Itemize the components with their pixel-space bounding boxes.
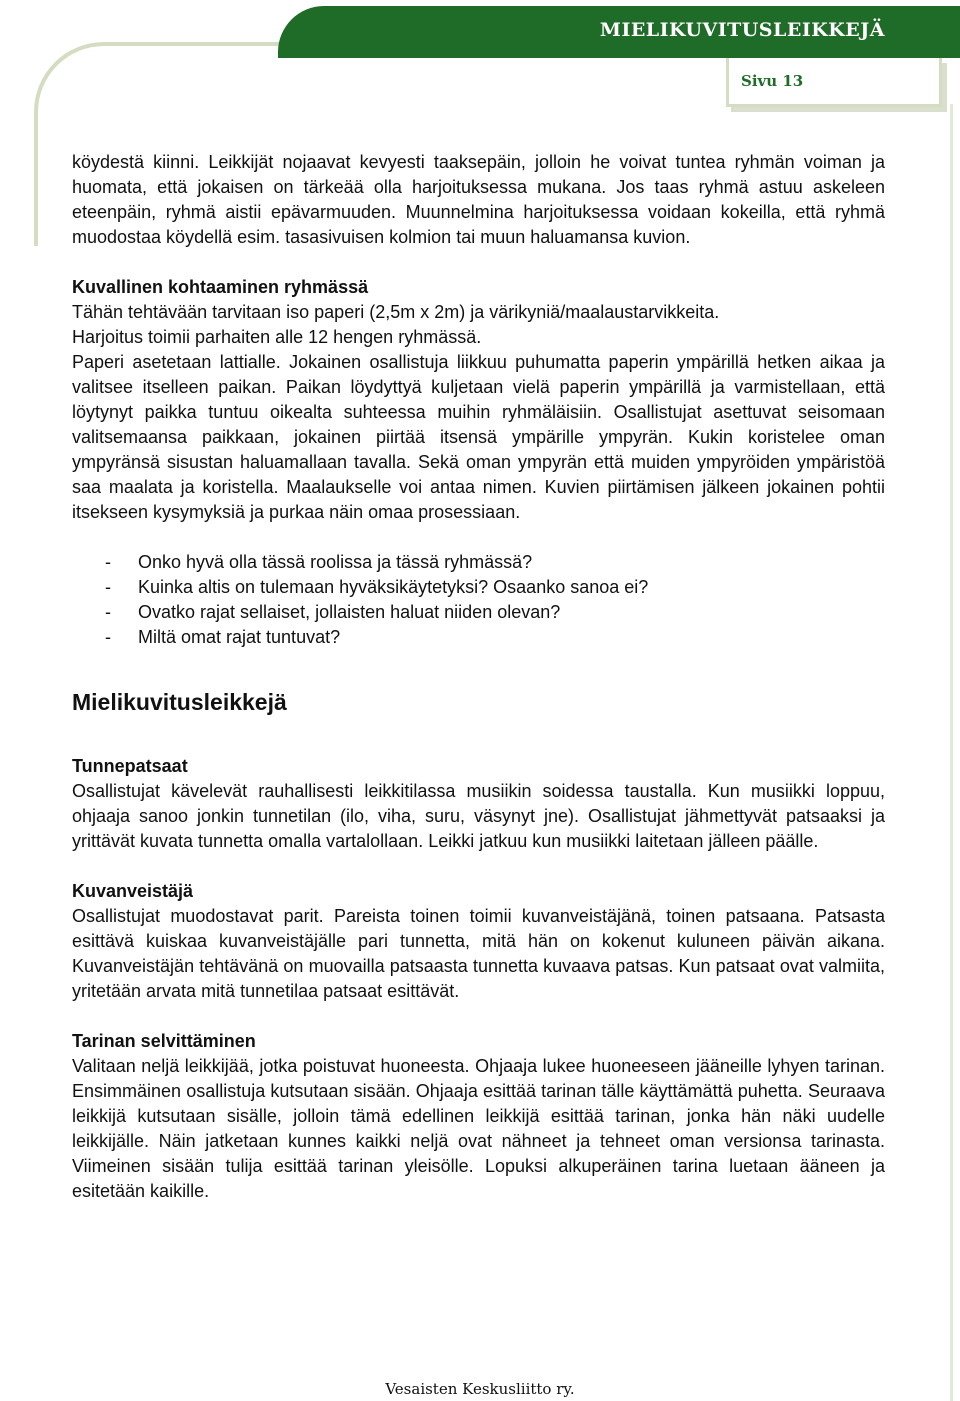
- page-number: Sivu 13: [741, 72, 804, 90]
- list-item: - Onko hyvä olla tässä roolissa ja tässä ryhmässä?: [105, 552, 533, 572]
- kuvallinen-p2: Harjoitus toimii parhaiten alle 12 hengen ryhmässä.: [72, 327, 482, 347]
- tarinan-heading: Tarinan selvittäminen: [72, 1031, 256, 1051]
- footer-organization: Vesaisten Keskusliitto ry.: [385, 1380, 575, 1398]
- document-body: [72, 150, 885, 1204]
- question-list: [72, 550, 885, 650]
- section-title: Mielikuvitusleikkejä: [72, 689, 287, 715]
- tunnepatsaat-text: Osallistujat kävelevät rauhallisesti leikkitilassa musiikin soidessa taustalla. Kun musiikki loppuu, ohjaaja sanoo jonkin tunnetilan (ilo, viha, suru, väsynyt jne). Osallistujat jähmettyvät patsaaksi ja yrittävät kuvata tunnetta omalla vartalollaan. Leikki jatkuu kun musiikki laitetaan jälleen päälle.: [72, 781, 885, 851]
- kuvallinen-heading: Kuvallinen kohtaaminen ryhmässä: [72, 277, 369, 297]
- list-item: - Kuinka altis on tulemaan hyväksikäytetyksi? Osaanko sanoa ei?: [105, 577, 649, 597]
- tarinan-text: Valitaan neljä leikkijää, jotka poistuvat huoneesta. Ohjaaja lukee huoneeseen jääneille lyhyen tarinan. Ensimmäinen osallistuja kutsutaan sisään. Ohjaaja esittää tarinan tälle käyttämättä puhetta. Seuraava leikkijä kutsutaan sisälle, jolloin tämä edellinen leikkijä esittää tarinan, jonka hän näki uudelle leikkijälle. Näin jatketaan kunnes kaikki neljä ovat nähneet ja tehneet oman versionsa tarinasta. Viimeinen sisään tulija esittää tarinan yleisölle. Lopuksi alkuperäinen tarina luetaan ääneen ja esitetään kaikille.: [72, 1056, 885, 1201]
- list-item: - Ovatko rajat sellaiset, jollaisten haluat niiden olevan?: [105, 602, 561, 622]
- list-item: - Miltä omat rajat tuntuvat?: [105, 627, 341, 647]
- kuvanveistaja-heading: Kuvanveistäjä: [72, 881, 194, 901]
- kuvallinen-p3: Paperi asetetaan lattialle. Jokainen osallistuja liikkuu puhumatta paperin ympärillä hetken aikaa ja valitsee itselleen paikan. Paikan löydyttyä kuljetaan vielä paperin ympärillä ja varmistellaan, että löytynyt paikka tuntuu oikealta suhteessa muihin ryhmäläisiin. Osallistujat asettuvat seisomaan valitsemaansa paikkaan, jokainen piirtää itsensä ympärille ympyrän. Kukin koristelee oman ympyränsä sisustan haluamallaan tavalla. Sekä oman ympyrän että muiden ympyröiden ympäristöä saa maalata ja koristella. Maalaukselle voi antaa nimen. Kuvien piirtämisen jälkeen jokainen pohtii itsekseen kysymyksiä ja purkaa näin omaa prosessiaan.: [72, 352, 885, 522]
- kuvallinen-p1: Tähän tehtävään tarvitaan iso paperi (2,5m x 2m) ja värikyniä/maalaustarvikkeita.: [72, 302, 720, 322]
- tunnepatsaat-heading: Tunnepatsaat: [72, 756, 188, 776]
- kuvanveistaja-text: Osallistujat muodostavat parit. Pareista toinen toimii kuvanveistäjänä, toinen patsaana. Patsasta esittävä kuiskaa kuvanveistäjälle pari tunnetta, mitä hän on kokenut kuluneen päivän aikana. Kuvanveistäjän tehtävänä on muovailla patsaasta tunnetta kuvaava patsas. Kun patsaat ovat valmiita, yritetään arvata mitä tunnetilaa patsaat esittävät.: [72, 906, 885, 1001]
- page-number-box: [726, 58, 942, 107]
- right-edge-line: [950, 104, 953, 1401]
- header-title: MIELIKUVITUSLEIKKEJÄ: [599, 19, 885, 41]
- intro-paragraph: köydestä kiinni. Leikkijät nojaavat kevyesti taaksepäin, jolloin he voivat tuntea ryhmän voiman ja huomata, että jokaisen on tärkeää olla harjoituksessa mukana. Jos taas ryhmä astuu askeleen eteenpäin, ryhmä aistii epävarmuuden. Muunnelmina harjoituksessa voidaan kokeilla, että ryhmä muodostaa köydellä esim. tasasivuisen kolmion tai muun haluamansa kuvion.: [72, 152, 885, 247]
